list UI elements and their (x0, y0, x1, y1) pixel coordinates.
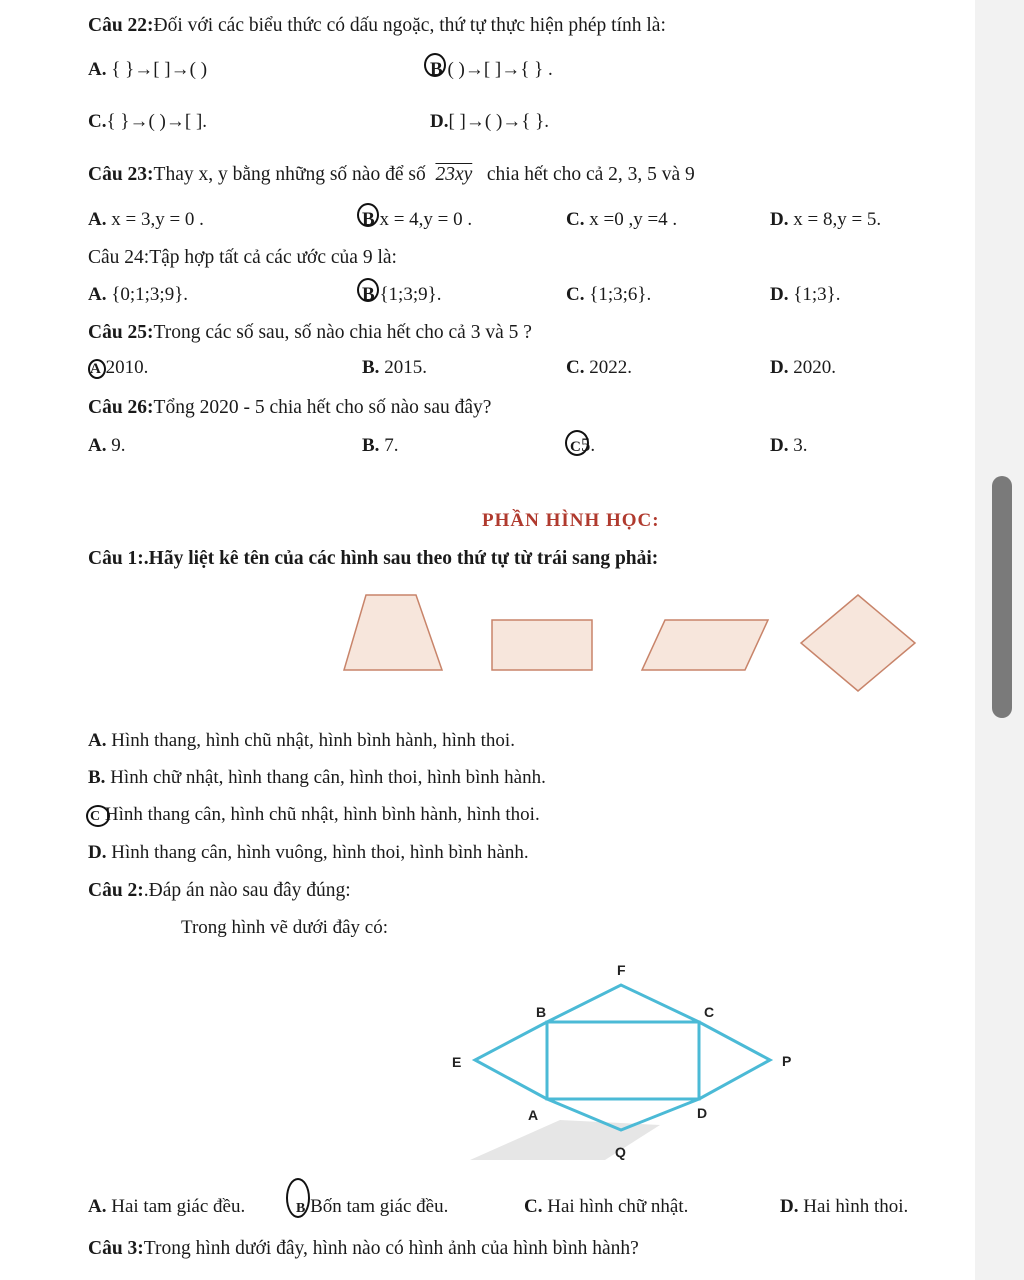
q22-option-b[interactable]: B ( )→[ ]→{ } . (430, 59, 553, 80)
q23-option-d[interactable]: D. x = 8,y = 5. (770, 209, 882, 230)
g1-option-b[interactable]: B. Hình chữ nhật, hình thang cân, hình thoi, hình bình hành. (88, 767, 546, 788)
g1-option-d[interactable]: D. Hình thang cân, hình vuông, hình thoi, hình bình hành. (88, 842, 529, 863)
q26-option-b[interactable]: B. 7. (362, 435, 399, 456)
answer-circle-mark (86, 805, 110, 827)
answer-circle-mark (286, 1178, 310, 1218)
answer-circle-mark (357, 203, 379, 227)
g2-option-c[interactable]: C. Hai hình chữ nhật. (524, 1196, 689, 1217)
q25-option-d[interactable]: D. 2020. (770, 357, 836, 378)
rectangle-shape (492, 620, 592, 670)
geometry-figure (440, 955, 820, 1170)
q26-option-a[interactable]: A. 9. (88, 435, 126, 456)
point-label-a: A (528, 1107, 539, 1123)
q25-option-c[interactable]: C. 2022. (566, 357, 632, 378)
figure-lines (475, 985, 770, 1130)
shapes-figure (330, 585, 930, 700)
q24-option-c[interactable]: C. {1;3;6}. (566, 284, 652, 305)
q25-option-a[interactable]: A 2010. (90, 357, 149, 378)
g1-option-a[interactable]: A. Hình thang, hình chũ nhật, hình bình hành, hình thoi. (88, 730, 515, 751)
q26-option-c[interactable]: C5. (570, 435, 596, 456)
rectangle-bcda (547, 1022, 699, 1099)
q23-option-b[interactable]: B x = 4,y = 0 . (362, 209, 473, 230)
q26-question: Câu 26:Tổng 2020 - 5 chia hết cho số nào sau đây? (88, 397, 492, 418)
triangle-bfc (547, 985, 699, 1022)
point-label-f: F (617, 962, 626, 978)
scrollbar-thumb[interactable] (992, 476, 1012, 718)
answer-circle-mark (357, 278, 379, 302)
q25-option-b[interactable]: B. 2015. (362, 357, 427, 378)
q23-question: Câu 23:Thay x, y bằng những số nào để số 23xy chia hết cho cả 2, 3, 5 và 9 (88, 164, 695, 185)
g2-option-b[interactable]: B Bốn tam giác đều. (296, 1196, 449, 1217)
q22-option-a[interactable]: A. { }→[ ]→( ) (88, 59, 208, 80)
point-label-d: D (697, 1105, 708, 1121)
q25-question: Câu 25:Trong các số sau, số nào chia hết cho cả 3 và 5 ? (88, 322, 532, 343)
q22-option-d[interactable]: D.[ ]→( )→{ }. (430, 111, 550, 132)
g3-question: Câu 3:Trong hình dưới đây, hình nào có hình ảnh của hình bình hành? (88, 1238, 639, 1259)
point-label-c: C (704, 1004, 715, 1020)
q22-question: Câu 22:Đối với các biểu thức có dấu ngoặc, thứ tự thực hiện phép tính là: (88, 15, 666, 36)
answer-circle-mark (565, 430, 589, 456)
q24-option-b[interactable]: B {1;3;9}. (362, 284, 442, 305)
answer-circle-mark (88, 359, 106, 379)
q23-option-a[interactable]: A. x = 3,y = 0 . (88, 209, 204, 230)
triangle-eba (475, 1022, 547, 1099)
q24-option-a[interactable]: A. {0;1;3;9}. (88, 284, 189, 305)
g1-question: Câu 1:.Hãy liệt kê tên của các hình sau theo thứ tự từ trái sang phải: (88, 548, 659, 569)
point-label-e: E (452, 1054, 462, 1070)
q24-option-d[interactable]: D. {1;3}. (770, 284, 841, 305)
rhombus-shape (801, 595, 915, 691)
q23-option-c[interactable]: C. x =0 ,y =4 . (566, 209, 678, 230)
geometry-section-heading: PHẦN HÌNH HỌC: (482, 510, 660, 531)
g2-option-d[interactable]: D. Hai hình thoi. (780, 1196, 909, 1217)
parallelogram-shape (642, 620, 768, 670)
trapezoid-shape (344, 595, 442, 670)
g2-question: Câu 2:.Đáp án nào sau đây đúng: (88, 880, 351, 901)
triangle-cpd (699, 1022, 770, 1099)
answer-circle-mark (424, 53, 446, 77)
q24-question: Câu 24:Tập hợp tất cả các ước của 9 là: (88, 247, 397, 268)
g1-option-c[interactable]: C Hình thang cân, hình chũ nhật, hình bình hành, hình thoi. (90, 804, 540, 825)
point-label-p: P (782, 1053, 792, 1069)
g2-option-a[interactable]: A. Hai tam giác đều. (88, 1196, 246, 1217)
q22-option-c[interactable]: C.{ }→( )→[ ]. (88, 111, 208, 132)
g2-intro: Trong hình vẽ dưới đây có: (181, 917, 388, 938)
point-label-q: Q (615, 1144, 626, 1160)
q26-option-d[interactable]: D. 3. (770, 435, 808, 456)
point-label-b: B (536, 1004, 547, 1020)
